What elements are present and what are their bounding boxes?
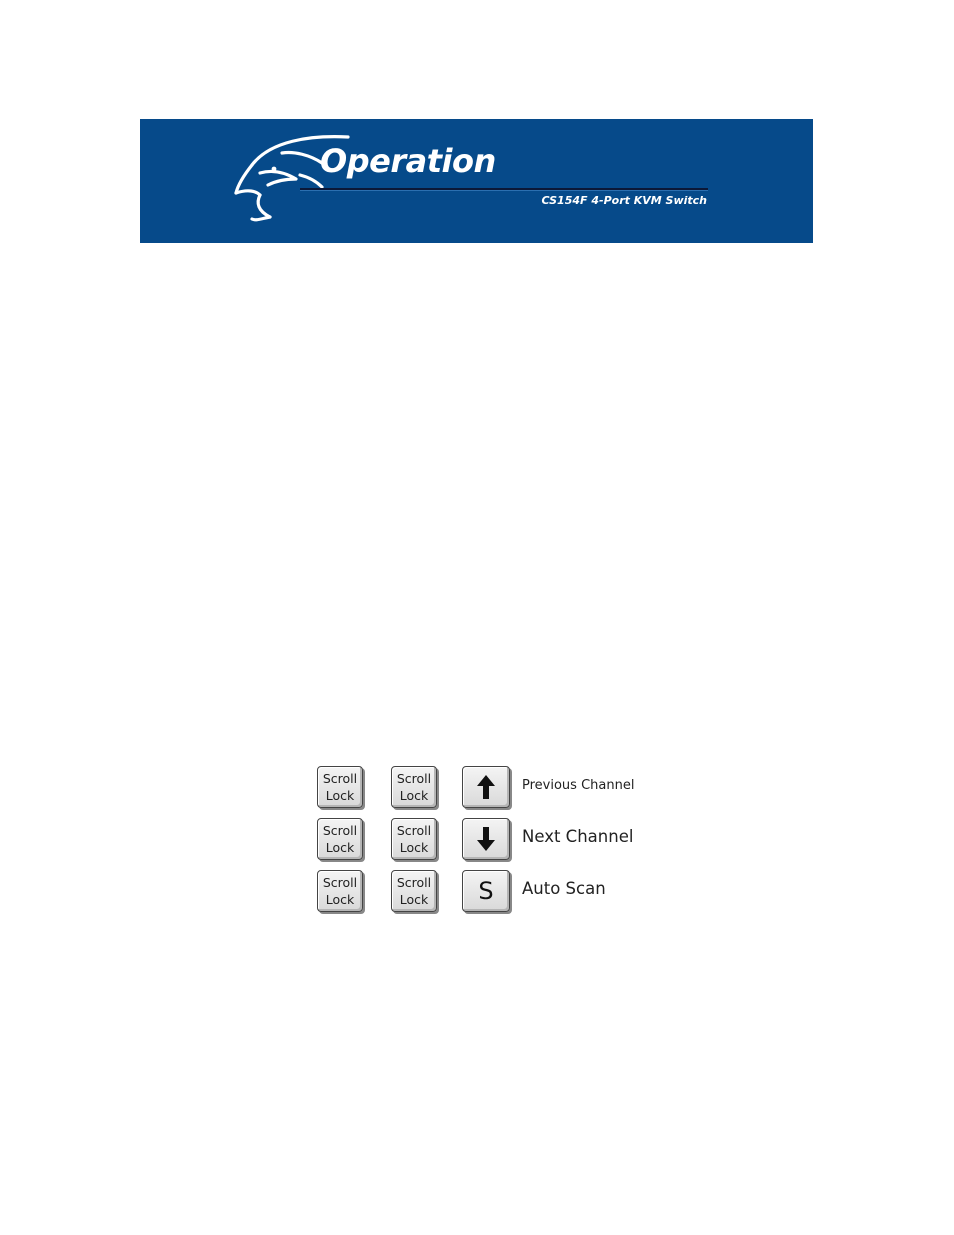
key-label-line2: Lock <box>325 892 355 907</box>
hotkey-row-previous-channel <box>316 766 656 812</box>
scroll-lock-key <box>317 818 363 860</box>
key-label-line2: Lock <box>399 892 429 907</box>
arrow-down-icon <box>476 826 496 852</box>
hotkey-action-label: Next Channel <box>522 827 634 846</box>
key-label-line2: Lock <box>399 840 429 855</box>
scroll-lock-key <box>391 818 437 860</box>
hotkey-row-auto-scan <box>316 870 656 916</box>
arrow-up-icon <box>476 774 496 800</box>
hotkey-row-next-channel <box>316 818 656 864</box>
arrow-up-key <box>462 766 510 808</box>
scroll-lock-key <box>391 870 437 912</box>
scroll-lock-key <box>317 766 363 808</box>
product-subtitle: CS154F 4-Port KVM Switch <box>541 194 707 207</box>
s-key-label: S <box>478 877 494 905</box>
page-title: Operation <box>320 142 496 180</box>
hotkey-action-label: Auto Scan <box>522 879 606 898</box>
key-label-line1: Scroll <box>396 771 432 786</box>
key-label-line1: Scroll <box>322 875 358 890</box>
hotkey-action-label: Previous Channel <box>522 778 635 793</box>
header-divider <box>300 188 708 190</box>
page-header-banner <box>140 119 813 243</box>
arrow-down-key <box>462 818 510 860</box>
key-label-line1: Scroll <box>396 875 432 890</box>
scroll-lock-key <box>317 870 363 912</box>
key-label-line2: Lock <box>399 788 429 803</box>
key-label-line2: Lock <box>325 788 355 803</box>
key-label-line1: Scroll <box>396 823 432 838</box>
key-label-line2: Lock <box>325 840 355 855</box>
scroll-lock-key <box>391 766 437 808</box>
key-label-line1: Scroll <box>322 771 358 786</box>
key-label-line1: Scroll <box>322 823 358 838</box>
s-key <box>462 870 510 912</box>
